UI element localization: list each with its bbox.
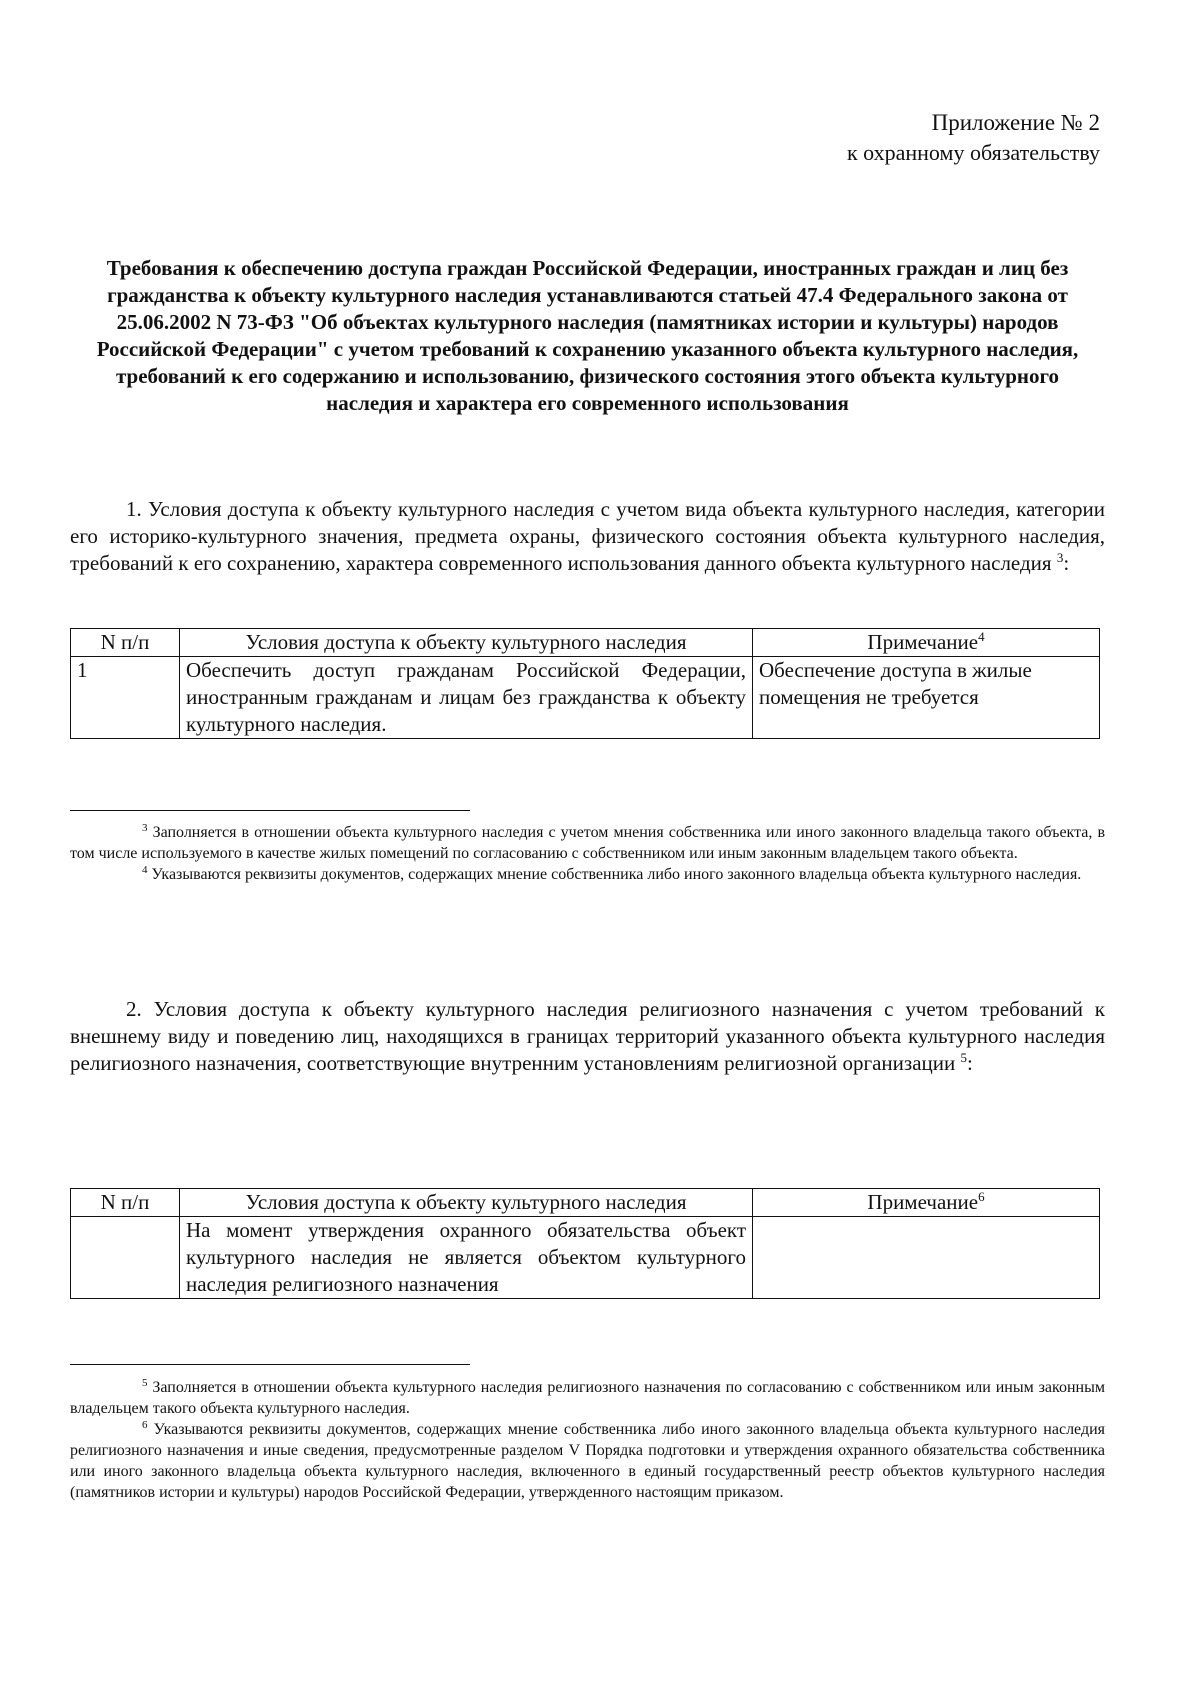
annex-subtitle: к охранному обязательству xyxy=(846,140,1100,165)
header-note xyxy=(753,1189,1100,1217)
footnote-4 xyxy=(70,864,1105,885)
section-1-paragraph xyxy=(70,496,1105,577)
footnote-num-4: 4 xyxy=(142,864,148,876)
table-header-row xyxy=(71,629,1100,657)
header-number: N п/п xyxy=(71,1189,180,1217)
section-1-colon: : xyxy=(1063,551,1070,575)
footnotes-block-1 xyxy=(70,822,1105,885)
header-note xyxy=(753,629,1100,657)
footnote-separator xyxy=(70,1364,470,1365)
header-conditions: Условия доступа к объекту культурного наследия xyxy=(180,1189,753,1217)
header-note-label: Примечание xyxy=(867,630,979,654)
footnote-text-3: Заполняется в отношении объекта культурного наследия с учетом мнения собственника или иного законного владельца такого объекта, в том числе используемого в качестве жилых помещений по согласованию с собственником или иным законным владельцем такого объекта. xyxy=(70,824,1106,862)
annex-number: Приложение № 2 xyxy=(931,110,1100,135)
header-note-label: Примечание xyxy=(867,1190,979,1214)
footnote-ref-6: 6 xyxy=(978,1189,985,1204)
footnote-separator xyxy=(70,810,470,811)
footnote-ref-5: 5 xyxy=(960,1050,967,1065)
row-note xyxy=(753,1217,1100,1299)
section-2-paragraph xyxy=(70,996,1105,1077)
access-conditions-table-1 xyxy=(70,628,1100,739)
annex-header xyxy=(847,108,1100,168)
footnote-text-6: Указываются реквизиты документов, содержащих мнение собственника либо иного законного владельца объекта культурного наследия религиозного назначения и иные сведения, предусмотренные разделом V Порядка подготовки и утверждения охранного обязательства собственника или иного законного владельца объекта культурного наследия, включенного в единый государственный реестр объектов культурного наследия (памятников истории и культуры) народов Российской Федерации, утвержденного настоящим приказом. xyxy=(70,1421,1106,1501)
row-conditions: На момент утверждения охранного обязательства объект культурного наследия не является объектом культурного наследия религиозного назначения xyxy=(180,1217,753,1299)
table-header-row xyxy=(71,1189,1100,1217)
footnote-ref-4: 4 xyxy=(978,629,985,644)
document-title: Требования к обеспечению доступа граждан Российской Федерации, иностранных граждан и лиц без гражданства к объекту культурного наследия устанавливаются статьей 47.4 Федерального закона от 25.06.2002 N 73-ФЗ "Об объектах культурного наследия (памятниках истории и культуры) народов Российской Федерации" с учетом требований к сохранению указанного объекта культурного наследия, требований к его содержанию и использованию, физического состояния этого объекта культурного наследия и характера его современного использования xyxy=(96,256,1079,415)
footnote-num-3: 3 xyxy=(142,822,148,834)
section-2-text: 2. Условия доступа к объекту культурного наследия религиозного назначения с учетом требований к внешнему виду и поведению лиц, находящихся в границах территорий указанного объекта культурного наследия религиозного назначения, соответствующие внутренним установлениям религиозной организации xyxy=(70,997,1105,1075)
footnotes-block-2 xyxy=(70,1377,1105,1503)
row-number: 1 xyxy=(71,657,180,739)
row-note: Обеспечение доступа в жилые помещения не требуется xyxy=(753,657,1100,739)
footnote-3 xyxy=(70,822,1105,864)
footnote-5 xyxy=(70,1377,1105,1419)
table-row xyxy=(71,1217,1100,1299)
access-conditions-table-2 xyxy=(70,1188,1100,1299)
row-conditions: Обеспечить доступ гражданам Российской Федерации, иностранным гражданам и лицам без гражданства к объекту культурного наследия. xyxy=(180,657,753,739)
section-2-colon: : xyxy=(966,1051,973,1075)
table-row xyxy=(71,657,1100,739)
row-number xyxy=(71,1217,180,1299)
footnote-text-4: Указываются реквизиты документов, содержащих мнение собственника либо иного законного владельца объекта культурного наследия. xyxy=(151,866,1082,883)
footnote-text-5: Заполняется в отношении объекта культурного наследия религиозного назначения по согласованию с собственником или иным законным владельцем такого объекта культурного наследия. xyxy=(70,1379,1105,1417)
header-number: N п/п xyxy=(71,629,180,657)
header-conditions: Условия доступа к объекту культурного наследия xyxy=(180,629,753,657)
footnote-6 xyxy=(70,1419,1105,1503)
section-1-text: 1. Условия доступа к объекту культурного наследия с учетом вида объекта культурного наследия, категории его историко-культурного значения, предмета охраны, физического состояния объекта культурного наследия, требований к его сохранению, характера современного использования данного объекта культурного наследия xyxy=(70,497,1105,575)
footnote-num-5: 5 xyxy=(142,1377,148,1389)
footnote-ref-3: 3 xyxy=(1056,550,1064,565)
footnote-num-6: 6 xyxy=(142,1419,148,1431)
